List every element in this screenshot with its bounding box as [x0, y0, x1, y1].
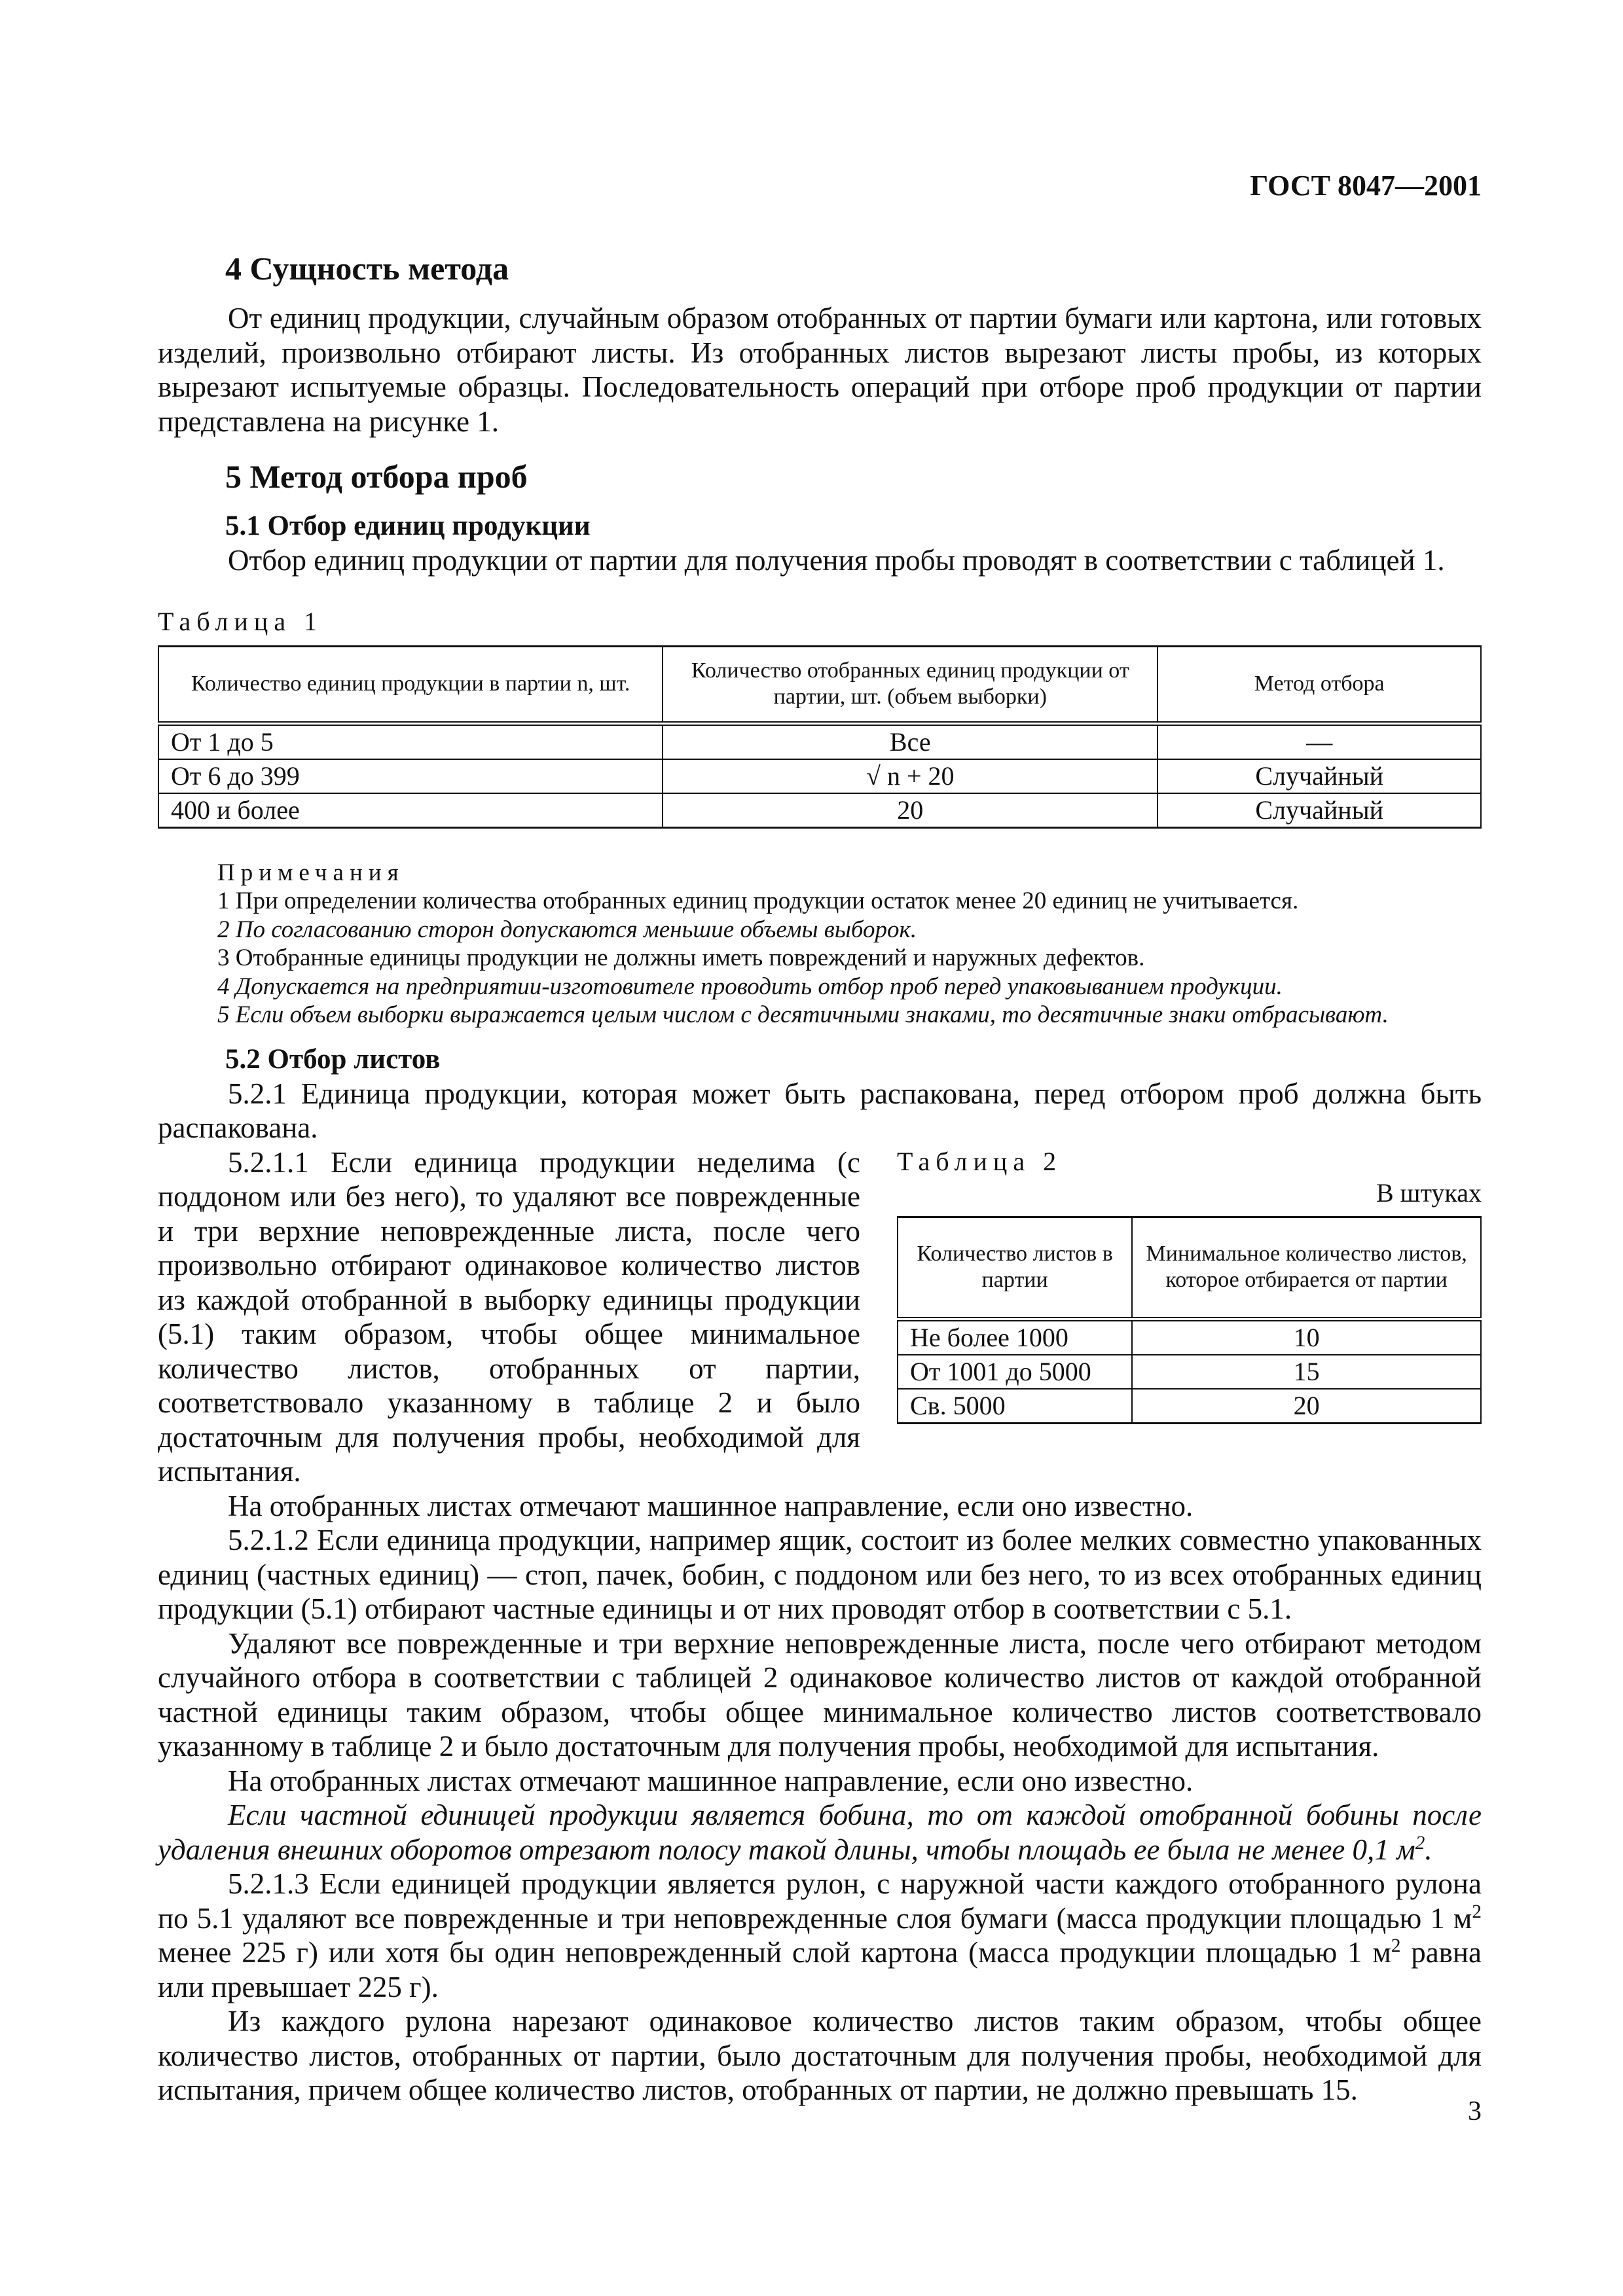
bobbin-end: . [1425, 1833, 1432, 1866]
page-body [158, 249, 1482, 2108]
text: менее 225 г) или хотя бы один неповрежденный слой картона (масса продукции площадью 1 м [158, 1936, 1391, 1969]
table-row [158, 723, 1481, 759]
table-cell: От 1001 до 5000 [898, 1355, 1132, 1389]
section-5-1-title: 5.1 Отбор единиц продукции [225, 511, 591, 541]
table-cell: 20 [1132, 1389, 1481, 1424]
notes-title: Примечания [217, 859, 405, 886]
bobbin-text: Если частной единицей продукции является бобина, то от каждой отобранной бобины после удаления внешних оборотов отрезают полосу такой длины, чтобы площадь ее была не менее 0,1 м [158, 1799, 1482, 1866]
table-cell: От 1 до 5 [158, 723, 663, 759]
table-row [898, 1319, 1481, 1355]
table-1-caption: Таблица 1 [158, 606, 323, 636]
table-2 [897, 1216, 1482, 1424]
para-remove-sheets: Удаляют все поврежденные и три верхние неповрежденные листа, после чего отбирают методом случайного отбора в соответствии с таблицей 2 одинаковое количество листов от каждой отобранной частной единицы таким образом, чтобы общее минимальное количество листов соответствовало указанному в таблице 2 и было достаточным для получения пробы, необходимой для испытания. [158, 1626, 1482, 1763]
table-cell: 20 [663, 793, 1158, 828]
table-2-header-sheets: Количество листов в партии [898, 1217, 1132, 1319]
table-cell: 15 [1132, 1355, 1481, 1389]
para-5-2-1: 5.2.1 Единица продукции, которая может быть распакована, перед отбором проб должна быть распакована. [158, 1077, 1482, 1144]
table-row [158, 793, 1481, 828]
para-cut-sheets: Из каждого рулона нарезают одинаковое количество листов таким образом, чтобы общее количество листов, отобранных от партии, было достаточным для получения пробы, необходимой для испытания, причем общее количество листов, отобранных от партии, не должно превышать 15. [158, 2005, 1482, 2106]
section-5-title: 5 Метод отбора проб [225, 458, 528, 495]
superscript: 2 [1472, 1901, 1482, 1922]
para-5-2-1-3 [158, 1867, 1482, 2004]
document-id: ГОСТ 8047—2001 [1250, 170, 1482, 202]
table-cell-formula: √ n + 20 [663, 759, 1158, 793]
table-cell: 10 [1132, 1319, 1481, 1355]
table-2-block [897, 1145, 1482, 1424]
note-item: 3 Отобранные единицы продукции не должны иметь повреждений и наружных дефектов. [217, 944, 1145, 971]
table-cell: — [1158, 723, 1481, 759]
table-cell: Не более 1000 [898, 1319, 1132, 1355]
note-item: 2 По согласованию сторон допускаются меньшие объемы выборок. [217, 916, 917, 943]
para-machine-direction: На отобранных листах отмечают машинное направление, если оно известно. [228, 1764, 1194, 1797]
para-5-2-1-2: 5.2.1.2 Если единица продукции, например ящик, состоит из более мелких совместно упакованных единиц (частных единиц) — стоп, пачек, бобин, с поддоном или без него, то из всех отобранных единиц продукции (5.1) отбирают частные единицы и от них проводят отбор в соответствии с 5.1. [158, 1524, 1482, 1625]
para-machine-direction: На отобранных листах отмечают машинное направление, если оно известно. [228, 1489, 1194, 1522]
text: равна или превышает 225 г). [158, 1936, 1482, 2003]
note-item: 5 Если объем выборки выражается целым числом с десятичными знаками, то десятичные знаки отбрасывают. [217, 1001, 1389, 1028]
table-cell: Св. 5000 [898, 1389, 1132, 1424]
table-1-header-quantity: Количество единиц продукции в партии n, шт. [158, 646, 663, 723]
table-cell: 400 и более [158, 793, 663, 828]
note-item: 1 При определении количества отобранных единиц продукции остаток менее 20 единиц не учитывается. [217, 888, 1299, 914]
table-cell: От 6 до 399 [158, 759, 663, 793]
note-item: 4 Допускается на предприятии-изготовителе проводить отбор проб перед упаковыванием продукции. [217, 973, 1283, 1000]
table-1-header-sample: Количество отобранных единиц продукции от партии, шт. (объем выборки) [663, 646, 1158, 723]
table-1-header-method: Метод отбора [1158, 646, 1481, 723]
table-row [158, 759, 1481, 793]
table-2-caption: Таблица 2 [897, 1146, 1063, 1176]
para-5-2-1-1: 5.2.1.1 Если единица продукции неделима (с поддоном или без него), то удаляют все поврежденные и три верхние неповрежденные листа, после чего произвольно отбирают одинаковое количество листов из каждой отобранной в выборку единицы продукции (5.1) таким образом, чтобы общее минимальное количество листов, отобранных от партии, соответствовало указанному в таблице 2 и было достаточным для получения пробы, необходимой для испытания. [158, 1145, 860, 1488]
para-bobbin [158, 1798, 1482, 1867]
table-cell: Случайный [1158, 793, 1481, 828]
superscript: 2 [1415, 1832, 1425, 1854]
table-cell: Все [663, 723, 1158, 759]
section-4-title: 4 Сущность метода [225, 250, 509, 287]
table-row [898, 1355, 1481, 1389]
section-5-1-text: Отбор единиц продукции от партии для получения пробы проводят в соответствии с таблицей 1. [228, 544, 1445, 577]
table-2-header-minimum: Минимальное количество листов, которое отбирается от партии [1132, 1217, 1481, 1319]
table-1 [158, 645, 1482, 829]
section-5-2-title: 5.2 Отбор листов [225, 1043, 441, 1075]
table-row [898, 1389, 1481, 1424]
table-2-units: В штуках [1376, 1177, 1482, 1208]
superscript: 2 [1391, 1935, 1401, 1956]
page-number: 3 [1468, 2096, 1482, 2126]
section-4-text: От единиц продукции, случайным образом отобранных от партии бумаги или картона, или готовых изделий, произвольно отбирают листы. Из отобранных листов вырезают листы пробы, из которых вырезают испытуемые образцы. Последовательность операций при отборе проб продукции от партии представлена на рисунке 1. [158, 302, 1482, 438]
text: 5.2.1.3 Если единицей продукции является рулон, с наружной части каждого отобранного рулона по 5.1 удаляют все поврежденные и три неповрежденные слоя бумаги (масса продукции площадью 1 м [158, 1867, 1482, 1935]
table-1-notes [217, 859, 1482, 1030]
table-cell: Случайный [1158, 759, 1481, 793]
